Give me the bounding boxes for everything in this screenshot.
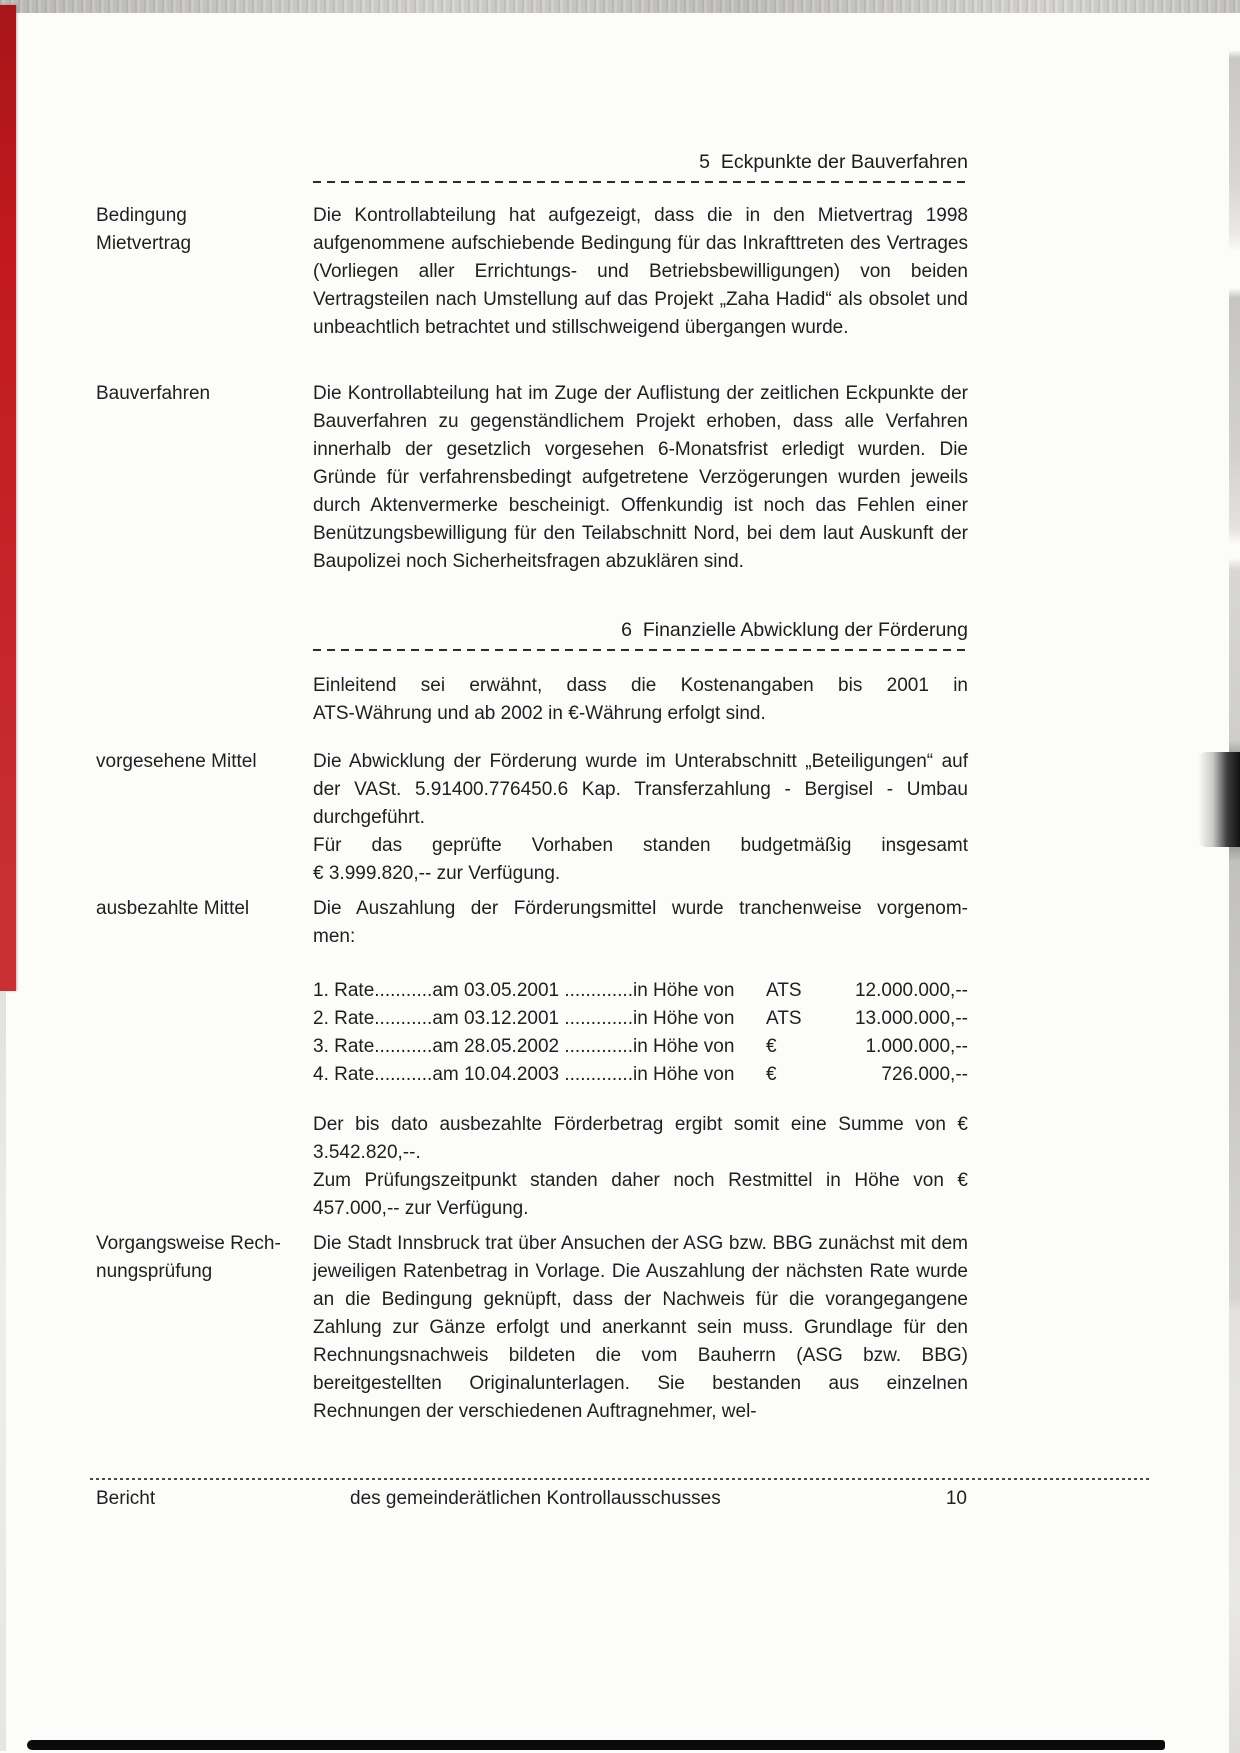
footer-row: [90, 1487, 1152, 1513]
margin-label-bauverfahren: [96, 380, 313, 576]
margin-label-line: Vorgangsweise Rech-: [96, 1233, 281, 1254]
footer-committee-label: des gemeinderätlichen Kontrollausschusses: [350, 1488, 721, 1509]
rate-amount: 1.000.000,--: [865, 1036, 968, 1057]
section-6-heading-text: 6 Finanzielle Abwicklung der Förderung: [621, 619, 968, 641]
rate-amount: 726.000,--: [881, 1064, 968, 1085]
paragraph-line: Die Auszahlung der Förderungsmittel wurde tranchenweise vorgenom-: [313, 898, 968, 919]
rate-line-text: 2. Rate...........am 03.12.2001 .............in Höhe von: [313, 1008, 735, 1029]
paragraph-text: Zum Prüfungszeitpunkt standen daher noch Restmittel in Höhe von € 457.000,-- zur Verfügung.: [313, 1170, 968, 1219]
paragraph-bauverfahren: Die Kontrollabteilung hat im Zuge der Auflistung der zeitlichen Eckpunkte der Bauverfahren zu gegenständlichem Projekt erhoben, dass alle Verfahren innerhalb der gesetzlich vorgesehen 6-Monatsfrist erledigt wurden. Die Gründe für verfahrensbedingt aufgetretene Verzögerungen wurden jeweils durch Aktenvermerke bescheinigt. Offenkundig ist noch das Fehlen einer Benützungsbewilligung für den Teilabschnitt Nord, bei dem laut Auskunft der Baupolizei noch Sicherheitsfragen abzuklären sind.: [313, 383, 968, 572]
paragraph-line: Einleitend sei erwähnt, dass die Kostenangaben bis 2001 in: [313, 675, 968, 696]
paragraph-line: € 3.999.820,-- zur Verfügung.: [313, 863, 561, 884]
section-5-dashed-rule: [313, 181, 968, 183]
rate-list: [313, 977, 968, 1089]
margin-label-line: ausbezahlte Mittel: [96, 898, 250, 919]
rate-amount: 12.000.000,--: [854, 980, 968, 1001]
margin-label-line: Bedingung: [96, 205, 187, 226]
margin-label-empty: [96, 672, 313, 728]
paragraph-line: Für das geprüfte Vorhaben standen budgetmäßig insgesamt: [313, 835, 968, 856]
rate-line: [313, 1033, 968, 1061]
section-6-heading: [313, 618, 968, 651]
margin-label-line: vorgesehene Mittel: [96, 751, 257, 772]
paragraph-vorgangsweise-rechnungspruefung: Die Stadt Innsbruck trat über Ansuchen der ASG bzw. BBG zunächst mit dem jeweiligen Ratenbetrag in Vorlage. Die Auszahlung der nächsten Rate wurde an die Bedingung geknüpft, dass der Nachweis für die vorangegangene Zahlung zur Gänze erfolgt und anerkannt sein muss. Grundlage für den Rechnungsnachweis bildeten die vom Bauherrn (ASG bzw. BBG) bereitgestellten Originalunterlagen. Sie bestanden aus einzelnen Rechnungen der verschiedenen Auftragnehmer, wel-: [313, 1233, 968, 1422]
margin-label-bedingung-mietvertrag: [96, 202, 313, 342]
margin-label-line: Bauverfahren: [96, 383, 211, 404]
paragraph-line: ATS-Währung und ab 2002 in €-Währung erfolgt sind.: [313, 703, 766, 724]
paragraph-einleitung: [313, 672, 968, 728]
rate-line: [313, 977, 968, 1005]
rate-line: [313, 1005, 968, 1033]
rate-currency: ATS: [766, 1008, 802, 1029]
margin-label-vorgangsweise-rechnungspruefung: [96, 1230, 313, 1426]
block-bedingung-mietvertrag: [96, 202, 968, 342]
rate-currency: ATS: [766, 980, 802, 1001]
rate-line-text: 3. Rate...........am 28.05.2002 .............in Höhe von: [313, 1036, 735, 1057]
rate-currency: €: [766, 1036, 777, 1057]
footer-report-label: Bericht: [96, 1488, 156, 1509]
margin-label-line: nungsprüfung: [96, 1261, 213, 1282]
rate-line-text: 4. Rate...........am 10.04.2003 .............in Höhe von: [313, 1064, 735, 1085]
paragraph-line: men:: [313, 926, 356, 947]
paragraph-ausbezahlte-mittel: [313, 895, 968, 1223]
block-bauverfahren: [96, 380, 968, 576]
paragraph-bedingung-mietvertrag: Die Kontrollabteilung hat aufgezeigt, dass die in den Mietvertrag 1998 aufgenommene aufschiebende Bedingung für das Inkrafttreten des Vertrages (Vorliegen aller Errichtungs- und Betriebsbewilligungen) von beiden Vertragsteilen nach Umstellung auf das Projekt „Zaha Hadid“ als obsolet und unbeachtlich betrachtet und stillschweigend übergangen wurde.: [313, 205, 968, 338]
margin-label-line: Mietvertrag: [96, 233, 192, 254]
rate-currency: €: [766, 1064, 777, 1085]
rate-line-text: 1. Rate...........am 03.05.2001 .............in Höhe von: [313, 980, 735, 1001]
section-5-heading: [313, 150, 968, 183]
margin-label-ausbezahlte-mittel: [96, 895, 313, 1223]
page-footer: [90, 1478, 1152, 1513]
paragraph-vorgesehene-mittel: [313, 748, 968, 888]
block-vorgangsweise-rechnungspruefung: [96, 1230, 968, 1426]
margin-label-vorgesehene-mittel: [96, 748, 313, 888]
block-einleitung: [96, 672, 968, 728]
footer-page-number: 10: [945, 1488, 967, 1509]
section-5-heading-text: 5 Eckpunkte der Bauverfahren: [699, 151, 968, 173]
footer-dashed-rule: [90, 1478, 1152, 1480]
block-vorgesehene-mittel: [96, 748, 968, 888]
rate-amount: 13.000.000,--: [854, 1008, 968, 1029]
paragraph-text: Der bis dato ausbezahlte Förderbetrag ergibt somit eine Summe von € 3.542.820,--.: [313, 1114, 968, 1163]
block-ausbezahlte-mittel: [96, 895, 968, 1223]
section-6-dashed-rule: [313, 649, 968, 651]
paragraph-text: Die Abwicklung der Förderung wurde im Unterabschnitt „Beteiligungen“ auf der VASt. 5.91400.776450.6 Kap. Transferzahlung - Bergisel - Umbau durchgeführt.: [313, 751, 968, 828]
rate-summary: [313, 1111, 968, 1223]
rate-line: [313, 1061, 968, 1089]
